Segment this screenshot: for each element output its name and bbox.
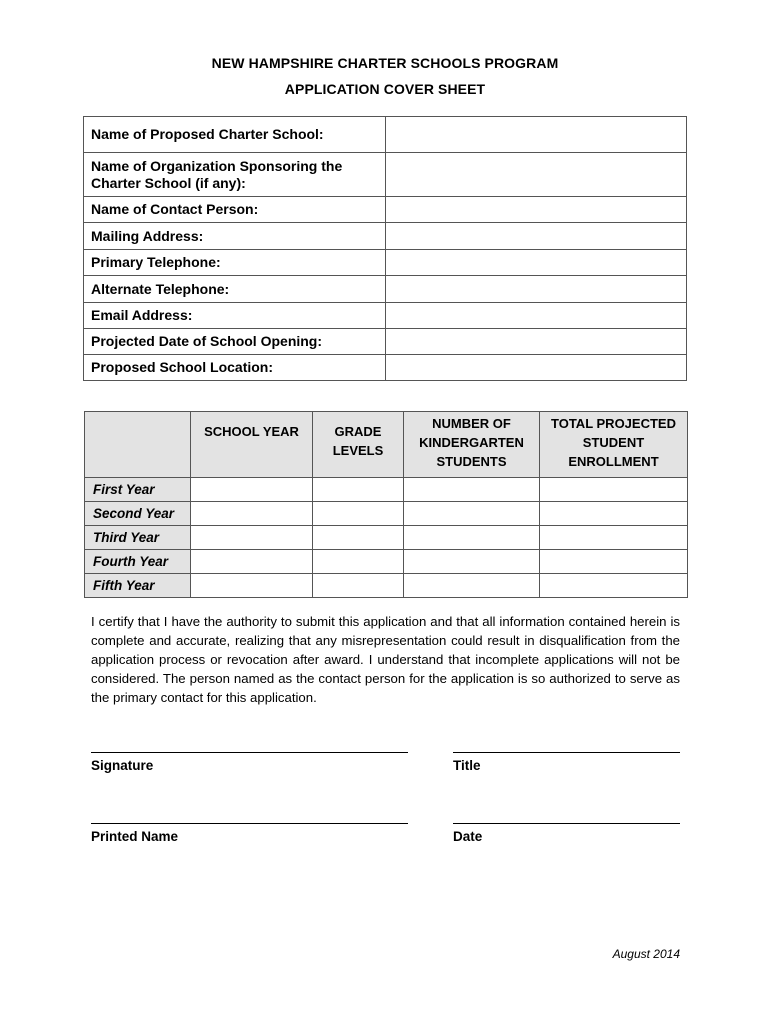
column-header-grade-levels: GRADE LEVELS — [313, 412, 404, 478]
column-header-blank — [85, 412, 191, 478]
printed-name-label: Printed Name — [91, 829, 179, 844]
info-label: Primary Telephone: — [84, 250, 386, 276]
table-row — [85, 574, 688, 598]
table-row — [85, 550, 688, 574]
primary-telephone-field[interactable] — [386, 250, 687, 276]
kindergarten-students-cell[interactable] — [404, 574, 540, 598]
title-line[interactable] — [453, 752, 680, 753]
info-label: Mailing Address: — [84, 223, 386, 250]
grade-levels-cell[interactable] — [313, 550, 404, 574]
applicant-info-table — [83, 116, 687, 381]
info-row — [84, 355, 687, 381]
grade-levels-cell[interactable] — [313, 478, 404, 502]
info-row — [84, 197, 687, 223]
kindergarten-students-cell[interactable] — [404, 502, 540, 526]
table-row — [85, 526, 688, 550]
enrollment-header-row — [85, 412, 688, 478]
info-row — [84, 303, 687, 329]
table-row — [85, 502, 688, 526]
contact-person-field[interactable] — [386, 197, 687, 223]
info-row — [84, 223, 687, 250]
total-enrollment-cell[interactable] — [540, 526, 688, 550]
signature-line[interactable] — [91, 752, 408, 753]
info-label: Name of Contact Person: — [84, 197, 386, 223]
school-year-cell[interactable] — [191, 574, 313, 598]
form-title: NEW HAMPSHIRE CHARTER SCHOOLS PROGRAM — [211, 55, 559, 71]
kindergarten-students-cell[interactable] — [404, 550, 540, 574]
school-location-field[interactable] — [386, 355, 687, 381]
column-header-school-year: SCHOOL YEAR — [191, 412, 313, 478]
printed-name-line[interactable] — [91, 823, 408, 824]
date-line[interactable] — [453, 823, 680, 824]
year-label: First Year — [85, 478, 191, 502]
opening-date-field[interactable] — [386, 329, 687, 355]
column-header-total-enrollment: TOTAL PROJECTED STUDENT ENROLLMENT — [540, 412, 688, 478]
info-row — [84, 250, 687, 276]
info-label: Name of Proposed Charter School: — [84, 117, 386, 153]
info-label: Name of Organization Sponsoring the Charter School (if any): — [84, 153, 386, 197]
info-row — [84, 153, 687, 197]
year-label: Second Year — [85, 502, 191, 526]
info-label: Alternate Telephone: — [84, 276, 386, 303]
total-enrollment-cell[interactable] — [540, 574, 688, 598]
date-label: Date — [453, 829, 483, 844]
info-label: Proposed School Location: — [84, 355, 386, 381]
sponsoring-organization-field[interactable] — [386, 153, 687, 197]
school-year-cell[interactable] — [191, 526, 313, 550]
kindergarten-students-cell[interactable] — [404, 526, 540, 550]
info-row — [84, 276, 687, 303]
school-year-cell[interactable] — [191, 550, 313, 574]
grade-levels-cell[interactable] — [313, 574, 404, 598]
total-enrollment-cell[interactable] — [540, 478, 688, 502]
email-address-field[interactable] — [386, 303, 687, 329]
enrollment-table — [84, 411, 688, 598]
title-label: Title — [453, 758, 481, 773]
total-enrollment-cell[interactable] — [540, 502, 688, 526]
column-header-kindergarten-students: NUMBER OF KINDERGARTEN STUDENTS — [404, 412, 540, 478]
certification-statement: I certify that I have the authority to submit this application and that all information contained herein is complete and accurate, realizing that any misrepresentation could result in disqualification from the application process or revocation after award. I understand that incomplete applications will not be considered. The person named as the contact person for the application is so authorized to serve as the primary contact for this application. — [91, 614, 680, 705]
school-name-field[interactable] — [386, 117, 687, 153]
grade-levels-cell[interactable] — [313, 526, 404, 550]
school-year-cell[interactable] — [191, 478, 313, 502]
table-row — [85, 478, 688, 502]
mailing-address-field[interactable] — [386, 223, 687, 250]
info-label: Projected Date of School Opening: — [84, 329, 386, 355]
info-label: Email Address: — [84, 303, 386, 329]
info-row — [84, 117, 687, 153]
footer-date: August 2014 — [612, 947, 680, 961]
info-row — [84, 329, 687, 355]
school-year-cell[interactable] — [191, 502, 313, 526]
year-label: Fourth Year — [85, 550, 191, 574]
form-subtitle: APPLICATION COVER SHEET — [284, 81, 486, 97]
signature-label: Signature — [91, 758, 154, 773]
year-label: Third Year — [85, 526, 191, 550]
kindergarten-students-cell[interactable] — [404, 478, 540, 502]
total-enrollment-cell[interactable] — [540, 550, 688, 574]
year-label: Fifth Year — [85, 574, 191, 598]
alternate-telephone-field[interactable] — [386, 276, 687, 303]
grade-levels-cell[interactable] — [313, 502, 404, 526]
